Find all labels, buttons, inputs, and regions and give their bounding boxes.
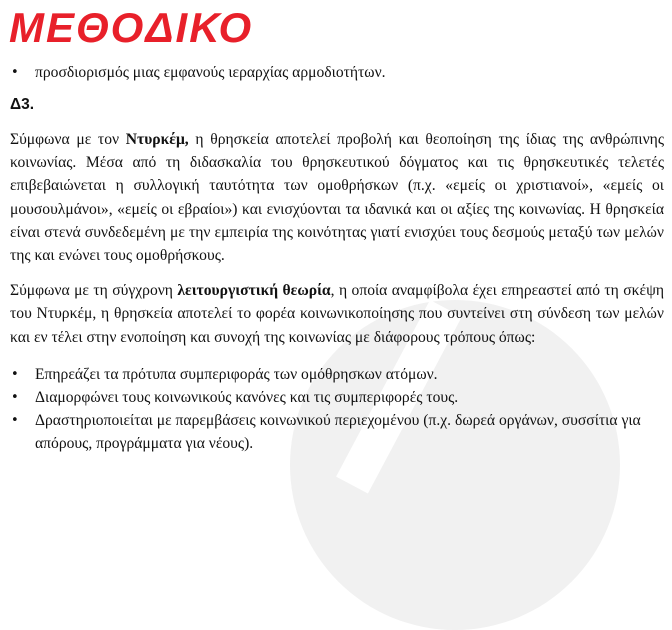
paragraph-text: Σύμφωνα με τη σύγχρονη xyxy=(10,282,178,300)
emphasis-term: λειτουργιστική θεωρία xyxy=(177,282,331,300)
paragraph-text: Σύμφωνα με τον xyxy=(10,131,126,148)
list-item-text: προσδιορισμός μιας εμφανούς ιεραρχίας αρμοδιοτήτων. xyxy=(35,64,386,81)
list-item-text: Διαμορφώνει τους κοινωνικούς κανόνες και τις συμπεριφορές τους. xyxy=(35,388,459,406)
paragraph-text: η θρησκεία αποτελεί προβολή και θεοποίηση της ίδιας της ανθρώπινης κοινωνίας. Μέσα από τη διδασκαλία του θρησκευτικού δόγματος και τις θρησκευτικές τελετές επιβεβαιώνεται η συλλογική ταυτότητα των ομοθρήσκων (π.χ. «εμείς οι χριστιανοί», «εμείς οι μουσουλμάνοι», «εμείς οι εβραίοι») και ενισχύονται τα ιδανικά και οι αξίες της κοινωνίας. Η θρησκεία είναι στενά συνδεδεμένη με την εμπειρία της κοινότητας γιατί ενισχύει τους δεσμούς μεταξύ των μελών της και ενώνει τους ομοθρήσκους. xyxy=(10,131,665,265)
bullet-icon: • xyxy=(11,389,19,405)
list-item-text: Επηρεάζει τα πρότυπα συμπεριφοράς των ομόθρησκων ατόμων. xyxy=(35,365,438,383)
bullet-list xyxy=(10,363,664,455)
section-heading: Δ3. xyxy=(10,96,35,113)
emphasis-name: Ντυρκέμ, xyxy=(125,131,189,148)
list-item-text: Δραστηριοποιείται με παρεμβάσεις κοινωνικού περιεχομένου (π.χ. δωρεά οργάνων, συσσίτια για απόρους, προγράμματα για νέους). xyxy=(35,411,641,452)
paragraph-functionalism xyxy=(10,279,664,349)
document-body xyxy=(10,60,664,455)
list-item xyxy=(10,363,664,386)
list-item xyxy=(10,60,664,85)
paragraph-durkheim xyxy=(10,128,664,267)
list-item xyxy=(10,386,664,409)
brand-logo: ΜΕΘΟΔΙΚΟ xyxy=(9,4,254,51)
list-item xyxy=(10,409,664,455)
bullet-icon: • xyxy=(11,412,19,428)
bullet-icon: • xyxy=(11,366,19,382)
bullet-icon: • xyxy=(11,65,19,80)
paragraph-text: , η οποία αναμφίβολα έχει επηρεαστεί από τη σκέψη του Ντυρκέμ, η θρησκεία αποτελεί το φορέα κοινωνικοποίησης που συντείνει στη σύνδεση των μελών και εν τέλει στην ενοποίηση και συνοχή της κοινωνίας με διάφορους τρόπους όπως: xyxy=(10,282,664,346)
